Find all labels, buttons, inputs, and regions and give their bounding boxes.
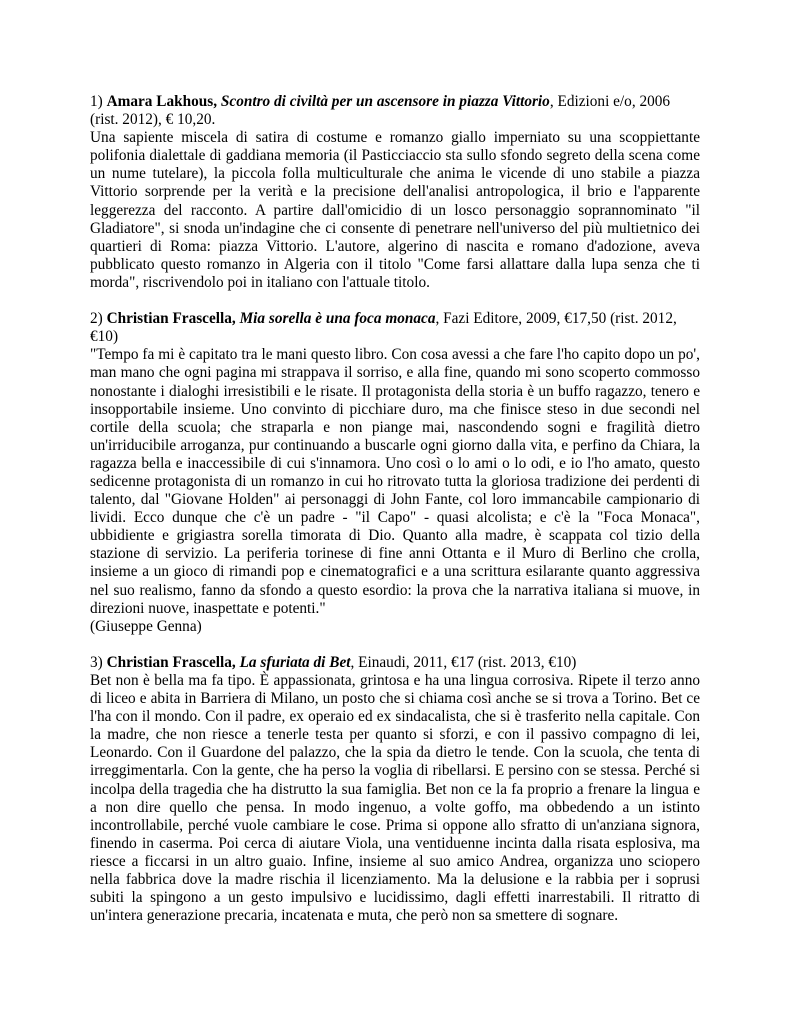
- entry-details: , Edizioni e/o, 2006 (rist. 2012), € 10,20.: [90, 93, 671, 129]
- entry-heading: [90, 654, 700, 672]
- entry-author: Christian Frascella,: [106, 310, 236, 328]
- entry-title: Scontro di civiltà per un ascensore in piazza Vittorio: [220, 93, 550, 110]
- entry-heading: [90, 310, 700, 346]
- entry-number: 1): [90, 93, 103, 110]
- book-entry-1: [90, 93, 700, 292]
- entry-description: Bet non è bella ma fa tipo. È appassionata, grintosa e ha una lingua corrosiva. Ripete il terzo anno di liceo e abita in Barriera di Milano, un posto che si chiama così anche se si trova a Torino. Bet ce l'ha con il mondo. Con il padre, ex operaio ed ex sindacalista, che si è trasferito nella capitale. Con la madre, che non riesce a tenerle testa per quanto si sforzi, e con il passivo compagno di lei, Leonardo. Con il Guardone del palazzo, che la spia da dietro le tende. Con la scuola, che tenta di irreggimentarla. Con la gente, che ha perso la voglia di ribellarsi. E persino con se stessa. Perché si incolpa della tragedia che ha distrutto la sua famiglia. Bet non ce la fa proprio a frenare la lingua e a non dire quello che pensa. In modo ingenuo, a volte goffo, ma obbedendo a un istinto incontrollabile, perché vuole cambiare le cose. Prima si oppone allo sfratto di un'anziana signora, finendo in caserma. Poi cerca di aiutare Viola, una ventiduenne incinta dalla risata esplosiva, ma riesce a ficcarsi in un altro guaio. Infine, insieme al suo amico Andrea, organizza uno sciopero nella fabbrica dove la madre rischia il licenziamento. Ma la delusione e la rabbia per i soprusi subiti la spingono a un gesto impulsivo e lucidissimo, dagli effetti inarrestabili. Il ritratto di un'intera generazione precaria, incatenata e muta, che però non sa smettere di sognare.: [90, 672, 700, 925]
- entry-details: , Fazi Editore, 2009, €17,50 (rist. 2012, €10): [90, 310, 677, 346]
- entry-heading: [90, 93, 700, 129]
- entry-title: Mia sorella è una foca monaca: [239, 310, 436, 328]
- entry-description: Una sapiente miscela di satira di costume e romanzo giallo imperniato su una scoppiettante polifonia dialettale di gaddiana memoria (il Pasticciaccio sta sullo sfondo segreto della scena come un nume tutelare), la piccola folla multiculturale che anima le vicende di uno stabile a piazza Vittorio sorprende per la verità e la precisione dell'analisi antropologica, il brio e l'apparente leggerezza del racconto. A partire dall'omicidio di un losco personaggio soprannominato "il Gladiatore", si snoda un'indagine che ci consente di penetrare nell'universo del più multietnico dei quartieri di Roma: piazza Vittorio. L'autore, algerino di nascita e romano d'adozione, aveva pubblicato questo romanzo in Algeria con il titolo "Come farsi allattare dalla lupa senza che ti morda", riscrivendolo poi in italiano con l'attuale titolo.: [90, 129, 700, 291]
- book-entry-2: [90, 310, 700, 636]
- entry-number: 2): [90, 310, 103, 328]
- document-page: [90, 93, 700, 943]
- entry-details: , Einaudi, 2011, €17 (rist. 2013, €10): [350, 653, 577, 671]
- entry-author: Christian Frascella,: [106, 653, 236, 671]
- entry-description: "Tempo fa mi è capitato tra le mani questo libro. Con cosa avessi a che fare l'ho capito dopo un po', man mano che ogni pagina mi strappava il sorriso, e alla fine, quando mi sono scoperto commosso nonostante i dialoghi irresistibili e le risate. Il protagonista della storia è un buffo ragazzo, tenero e insopportabile insieme. Uno convinto di picchiare duro, ma che finisce steso in due secondi nel cortile della scuola; che straparla e non piange mai, nascondendo sogni e fragilità dietro un'irriducibile arroganza, pur continuando a buscarle ogni giorno dalla vita, e perfino da Chiara, la ragazza bella e inaccessibile di cui s'innamora. Uno così o lo ami o lo odi, e io l'ho amato, questo sedicenne protagonista di un romanzo in cui ho ritrovato tutta la gloriosa tradizione dei perdenti di talento, dal "Giovane Holden" ai personaggi di John Fante, col loro immancabile campionario di lividi. Ecco dunque che c'è un padre - "il Capo" - quasi alcolista; e c'è la "Foca Monaca", ubbidiente e grigiastra sorella timorata di Dio. Quanto alla madre, è scappata col tizio della stazione di servizio. La periferia torinese di fine anni Ottanta e il Muro di Berlino che crolla, insieme a un gioco di rimandi pop e cinematografici e a una scrittura esilarante quanto aggressiva nel suo realismo, fanno da sfondo a questo esordio: la prova che la narrativa italiana si muove, in direzioni nuove, inaspettate e potenti.": [90, 346, 700, 617]
- entry-author: Amara Lakhous,: [106, 93, 218, 110]
- entry-number: 3): [90, 653, 103, 671]
- book-entry-3: [90, 654, 700, 925]
- entry-signature: (Giuseppe Genna): [90, 617, 202, 635]
- entry-title: La sfuriata di Bet: [239, 653, 351, 671]
